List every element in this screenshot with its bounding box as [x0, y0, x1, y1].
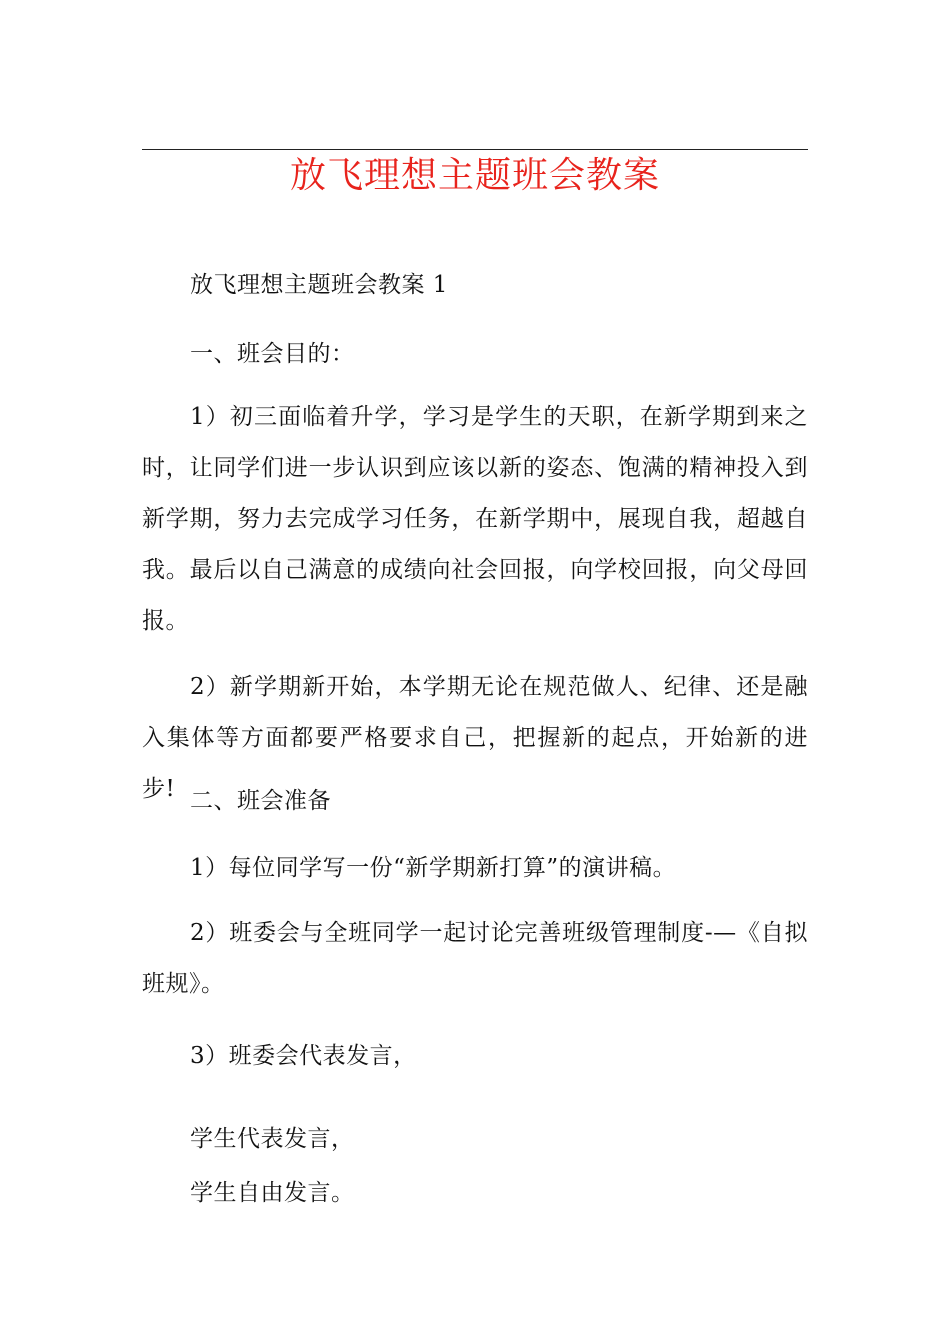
free-speech-line: 学生自由发言。	[190, 1180, 355, 1206]
section2-item3: 3）班委会代表发言，	[190, 1043, 417, 1069]
section2-item1: 1）每位同学写一份“新学期新打算”的演讲稿。	[190, 855, 677, 881]
lesson-heading: 放飞理想主题班会教案 1	[190, 272, 448, 298]
section1-item2: 2）新学期新开始，本学期无论在规范做人、纪律、还是融入集体等方面都要严格要求自己，把握新的起点，开始新的进步!	[142, 674, 808, 802]
section2-item2: 2）班委会与全班同学一起讨论完善班级管理制度-—《自拟班规》。	[142, 920, 808, 997]
section1-heading: 一、班会目的：	[190, 341, 355, 367]
student-rep-line: 学生代表发言，	[190, 1126, 355, 1152]
section2-heading: 二、班会准备	[190, 788, 331, 814]
document-title: 放飞理想主题班会教案	[289, 155, 660, 196]
section1-item1: 1）初三面临着升学，学习是学生的天职，在新学期到来之时，让同学们进一步认识到应该以新的姿态、饱满的精神投入到新学期，努力去完成学习任务，在新学期中，展现自我，超越自我。最后以自己满意的成绩向社会回报，向学校回报，向父母回报。	[142, 404, 808, 634]
